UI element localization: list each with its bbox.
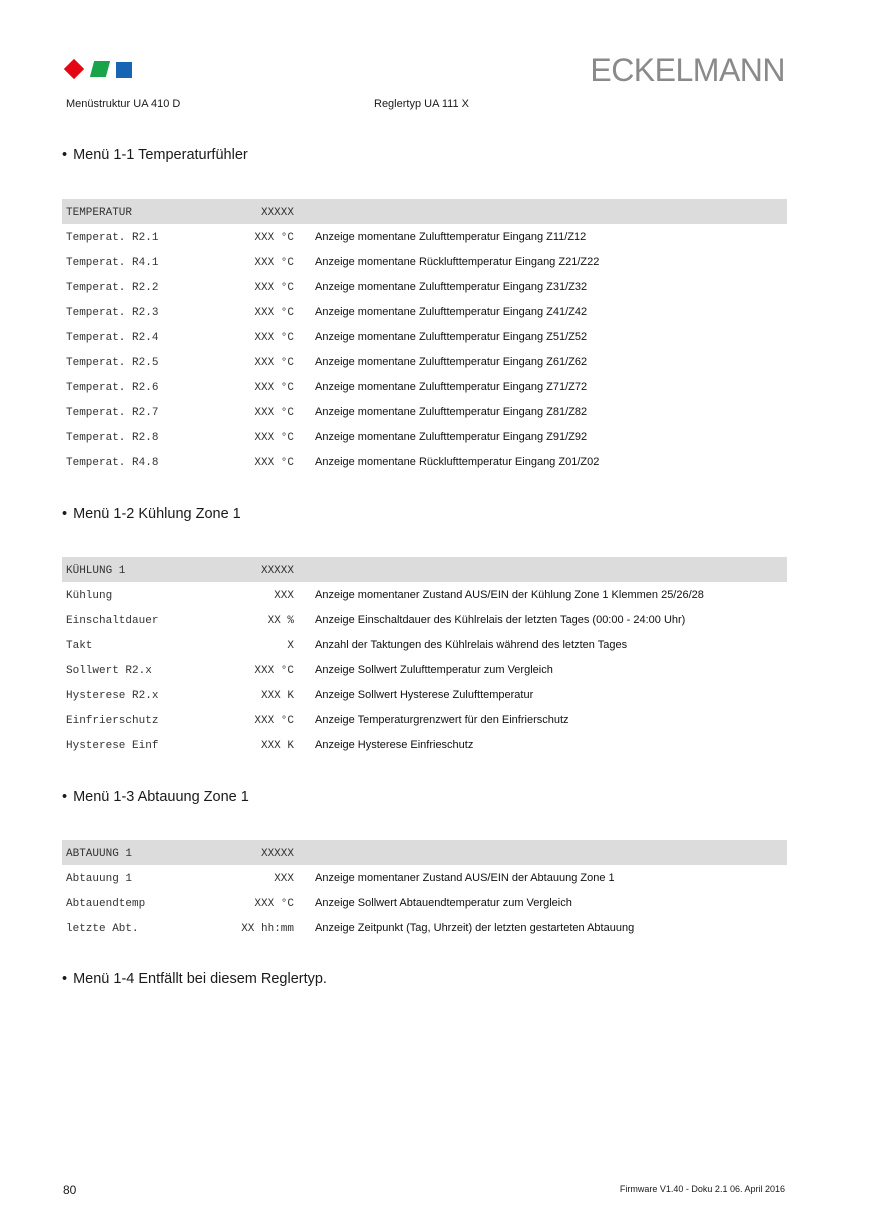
header-name: ABTAUUNG 1 [66, 848, 133, 860]
row-name: Temperat. R2.6 [66, 382, 159, 394]
row-name: Einfrierschutz [66, 715, 159, 727]
row-description: Anzeige momentane Zulufttemperatur Eingang Z91/Z92 [315, 431, 588, 443]
row-description: Anzeige momentane Zulufttemperatur Eingang Z51/Z52 [315, 331, 588, 343]
row-name: Temperat. R4.1 [66, 257, 159, 269]
row-name: Temperat. R2.7 [66, 407, 159, 419]
header-value: XXXXX [260, 565, 294, 577]
menu-table-kuehlung [62, 557, 787, 757]
table-row [62, 865, 787, 890]
row-value: XXX °C [254, 432, 294, 444]
table-row [62, 399, 787, 424]
row-value: XXX °C [254, 357, 294, 369]
table-row [62, 349, 787, 374]
row-value: XXX °C [254, 307, 294, 319]
table-row [62, 632, 787, 657]
row-value: X [287, 640, 294, 652]
row-value: XXX [274, 873, 294, 885]
section-title: • Menü 1-4 Entfällt bei diesem Reglertyp. [62, 971, 327, 987]
row-name: letzte Abt. [66, 923, 139, 935]
bullet: • [62, 789, 68, 805]
row-description: Anzeige Zeitpunkt (Tag, Uhrzeit) der letzten gestarteten Abtauung [315, 922, 635, 934]
table-row [62, 449, 787, 474]
table-row [62, 657, 787, 682]
row-name: Abtauung 1 [66, 873, 133, 885]
menu-table-temperatur [62, 199, 787, 474]
table-row [62, 374, 787, 399]
table-header [62, 840, 787, 865]
table-header [62, 557, 787, 582]
section-title: • Menü 1-1 Temperaturfühler [62, 147, 248, 163]
row-name: Kühlung [66, 590, 113, 602]
row-description: Anzeige momentane Rücklufttemperatur Eingang Z21/Z22 [315, 256, 600, 268]
row-value: XXX °C [254, 282, 294, 294]
row-name: Einschaltdauer [66, 615, 159, 627]
row-description: Anzeige Hysterese Einfrieschutz [315, 739, 474, 751]
table-row [62, 915, 787, 940]
green-square-icon [90, 61, 110, 77]
row-value: XXX °C [254, 407, 294, 419]
row-name: Hysterese R2.x [66, 690, 159, 702]
row-value: XXX K [260, 740, 294, 752]
row-description: Anzeige momentaner Zustand AUS/EIN der Kühlung Zone 1 Klemmen 25/26/28 [315, 589, 704, 601]
row-value: XXX °C [254, 232, 294, 244]
table-row [62, 224, 787, 249]
row-name: Temperat. R2.2 [66, 282, 159, 294]
row-value: XX % [267, 615, 294, 627]
eckelmann-logo-squares [64, 58, 134, 82]
controller-type-label: Reglertyp UA 111 X [374, 98, 469, 110]
row-description: Anzeige momentane Zulufttemperatur Eingang Z81/Z82 [315, 406, 588, 418]
menu-table-abtauung [62, 840, 787, 940]
row-description: Anzeige Sollwert Abtauendtemperatur zum Vergleich [315, 897, 572, 909]
row-value: XXX °C [254, 898, 294, 910]
row-description: Anzeige momentane Zulufttemperatur Eingang Z11/Z12 [315, 231, 587, 243]
row-name: Temperat. R4.8 [66, 457, 159, 469]
row-description: Anzeige momentane Zulufttemperatur Eingang Z61/Z62 [315, 356, 588, 368]
table-row [62, 324, 787, 349]
bullet: • [62, 971, 68, 987]
header-name: TEMPERATUR [66, 207, 133, 219]
row-name: Temperat. R2.1 [66, 232, 159, 244]
header-value: XXXXX [260, 848, 294, 860]
row-description: Anzeige Sollwert Hysterese Zulufttemperatur [315, 689, 534, 701]
row-description: Anzeige momentane Zulufttemperatur Eingang Z71/Z72 [315, 381, 588, 393]
row-description: Anzeige Einschaltdauer des Kühlrelais der letzten Tages (00:00 - 24:00 Uhr) [315, 614, 686, 626]
row-name: Temperat. R2.5 [66, 357, 159, 369]
row-value: XXX [274, 590, 294, 602]
section-title: • Menü 1-2 Kühlung Zone 1 [62, 506, 241, 522]
table-row [62, 424, 787, 449]
brand-name: ECKELMANN [590, 52, 785, 88]
table-row [62, 890, 787, 915]
table-header [62, 199, 787, 224]
row-value: XXX °C [254, 715, 294, 727]
blue-square-icon [116, 62, 132, 78]
table-row [62, 732, 787, 757]
header-value: XXXXX [260, 207, 294, 219]
table-row [62, 682, 787, 707]
row-description: Anzahl der Taktungen des Kühlrelais während des letzten Tages [315, 639, 628, 651]
row-value: XXX °C [254, 457, 294, 469]
table-row [62, 299, 787, 324]
row-name: Takt [66, 640, 93, 652]
footer-version: Firmware V1.40 - Doku 2.1 06. April 2016 [619, 1184, 785, 1194]
row-name: Abtauendtemp [66, 898, 146, 910]
row-description: Anzeige momentane Zulufttemperatur Eingang Z41/Z42 [315, 306, 588, 318]
bullet: • [62, 147, 68, 163]
page-number: 80 [63, 1183, 77, 1197]
table-row [62, 249, 787, 274]
row-name: Sollwert R2.x [66, 665, 152, 677]
table-row [62, 707, 787, 732]
row-description: Anzeige momentane Zulufttemperatur Eingang Z31/Z32 [315, 281, 588, 293]
table-row [62, 607, 787, 632]
row-name: Temperat. R2.4 [66, 332, 159, 344]
row-value: XXX °C [254, 382, 294, 394]
row-name: Hysterese Einf [66, 740, 159, 752]
row-value: XXX °C [254, 332, 294, 344]
row-value: XX hh:mm [241, 923, 294, 935]
row-value: XXX °C [254, 665, 294, 677]
row-value: XXX K [260, 690, 294, 702]
table-row [62, 274, 787, 299]
row-description: Anzeige Temperaturgrenzwert für den Einfrierschutz [315, 714, 569, 726]
red-square-icon [64, 59, 84, 79]
row-description: Anzeige Sollwert Zulufttemperatur zum Vergleich [315, 664, 553, 676]
row-name: Temperat. R2.3 [66, 307, 159, 319]
row-description: Anzeige momentane Rücklufttemperatur Eingang Z01/Z02 [315, 456, 600, 468]
row-name: Temperat. R2.8 [66, 432, 159, 444]
menu-structure-label: Menüstruktur UA 410 D [66, 98, 181, 110]
table-row [62, 582, 787, 607]
row-description: Anzeige momentaner Zustand AUS/EIN der Abtauung Zone 1 [315, 872, 615, 884]
header-name: KÜHLUNG 1 [66, 565, 126, 577]
section-title: • Menü 1-3 Abtauung Zone 1 [62, 789, 249, 805]
row-value: XXX °C [254, 257, 294, 269]
bullet: • [62, 506, 68, 522]
